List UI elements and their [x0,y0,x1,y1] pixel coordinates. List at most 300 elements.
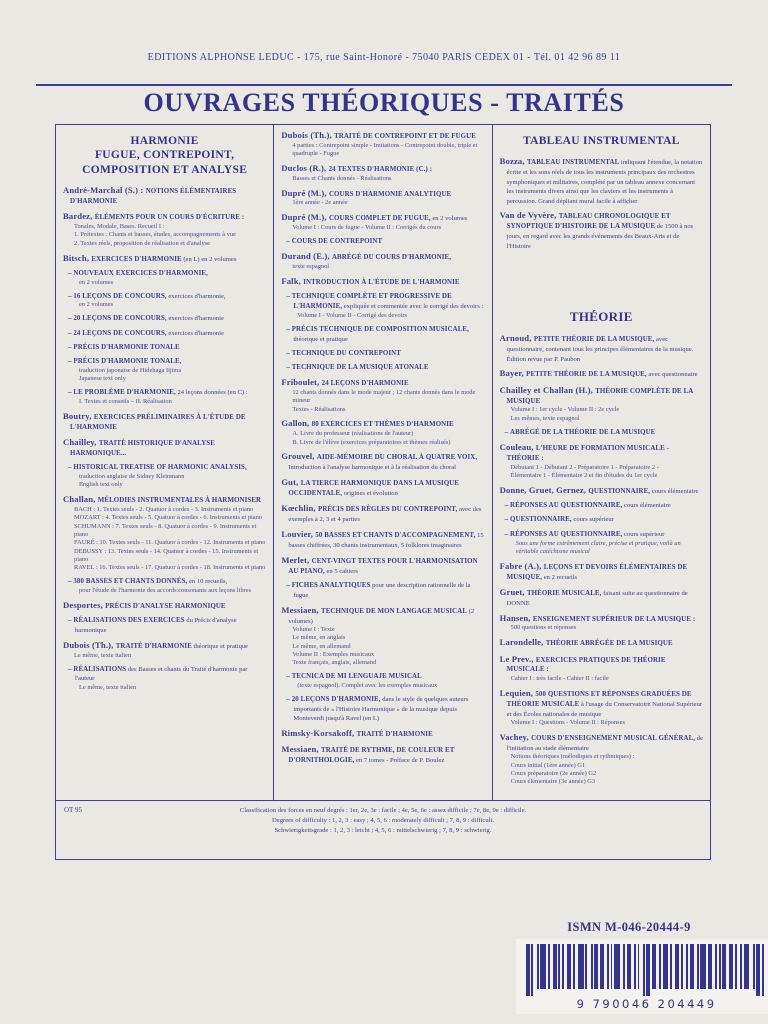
catalog-entry [500,442,703,480]
work-title: ABRÉGÉ DE LA THÉORIE DE LA MUSIQUE [510,428,656,436]
work-subtitle: 24 leçons données (en C) : [175,389,248,397]
entry-main-line [63,253,266,265]
section-header-line: COMPOSITION ET ANALYSE [82,163,248,176]
work-title: PRÉCIS TECHNIQUE DE COMPOSITION MUSICALE, [291,325,469,333]
work-title: THÉORIE ABRÉGÉE DE LA MUSIQUE [545,640,673,648]
work-title: 20 LEÇONS D'HARMONIE, [291,695,381,703]
entry-detail: traduction japonaise de Hidehaga Iijima [79,367,182,375]
catalog-entry [500,587,703,608]
entry-main-line [281,529,484,550]
catalog-entry [281,555,484,577]
dash-mark: – [504,501,511,510]
entry-main-line [286,695,484,724]
entry-main-line [281,276,484,288]
author-name: Messiaen, [281,744,322,755]
work-subtitle: théorique et pratique [191,642,249,650]
entry-detail: RAVEL : 16. Textes seuls - 17. Quatuor à cordes - 18. Instruments et piano [74,564,266,572]
work-title: TECHNIQUE DE LA MUSIQUE ATONALE [291,363,429,371]
barcode-bar [740,944,742,989]
barcode-digits: 9 790046 204449 [576,997,717,1011]
classification-line-en: Degrees of difficulty : 1, 2, 3 : easy ; 4, 5, 6 : moderately difficult ; 7, 8, 9 : difficult. [272,816,494,824]
entry-main-line [500,485,703,497]
catalog-entry [500,333,703,364]
author-name: Bozza, [499,156,527,167]
entry-detail: texte espagnol [292,263,330,271]
catalog-entry [281,695,484,724]
dash-mark: – [286,694,292,703]
entry-main-line [68,357,266,367]
entry-main-line [500,688,703,719]
entry-main-line [281,728,484,740]
work-subtitle: à l'usage du Conservatoire National Supérieur et des Écoles nationales de musique [506,700,703,718]
barcode-bar [744,944,750,989]
entry-detail: 1ère année - 2e année [292,199,348,207]
work-subtitle: du Précis d'analyse harmonique [75,617,237,634]
work-subtitle: origines et évolution [342,490,398,498]
work-title: PETITE THÉORIE DE LA MUSIQUE, [533,336,655,344]
work-subtitle: des Basses et chants du Traité d'harmonie par l'auteur [75,665,248,683]
catalog-entry [500,688,703,727]
entry-main-line [500,210,703,251]
barcode-bar [708,944,712,989]
barcode-bar [690,944,694,989]
entry-detail: en 2 volumes [79,278,114,286]
section-header [500,134,703,148]
dash-mark: – [286,581,292,590]
entry-detail: 4 parties : Contrepoint simple - Imitations - Contrepoint double, triple et quadruple - Fugue [292,141,478,158]
author-name: Boutry, [63,410,94,421]
catalog-entry [281,581,484,600]
author-name: Gruet, [499,586,527,597]
catalog-entry [500,515,703,525]
catalog-entry [63,269,266,287]
entry-main-line [500,333,703,364]
catalog-entry [281,451,484,472]
column-harmonie [56,125,273,800]
work-title: 24 LEÇONS DE CONCOURS, [73,329,167,337]
work-subtitle: (en L) en 2 volumes [181,255,237,263]
barcode-bar [652,944,656,989]
barcode-bar [729,944,733,989]
barcode-bar [567,944,571,989]
entry-main-line [63,640,266,652]
author-name: Gallon, [281,418,312,429]
author-name: Bardez, [63,211,95,222]
catalog-entry [63,665,266,693]
dash-mark: – [68,577,74,586]
work-title: PRÉCIS D'ANALYSE HARMONIQUE [105,602,226,610]
ismn-number: ISMN M-046-20444-9 [567,920,691,934]
dash-mark: – [68,314,74,323]
entry-main-line [500,654,703,676]
work-subtitle: en 7 tomes - Préface de P. Boulez [354,757,445,765]
work-title: AIDE-MÉMOIRE DU CHORAL À QUATRE VOIX, [316,454,478,462]
work-title: CENT-VINGT TEXTES POUR L'HARMONISATION AU PIANO, [288,557,478,575]
plate-code: OT 95 [64,806,82,814]
entry-main-line [63,600,266,612]
catalog-entry [281,212,484,232]
author-name: Couleau, [499,441,536,452]
catalog-entry [63,357,266,383]
entry-main-line [68,577,266,587]
entry-main-line [281,451,484,472]
barcode-bar [670,944,672,989]
entry-detail: Débutant 1 - Débutant 2 - Préparatoire 1 - Préparatoire 2 - [510,463,659,471]
catalog-entry [281,605,484,668]
entry-detail: Basses et Chants donnés - Réalisations [292,174,392,182]
barcode-bar [686,944,688,989]
dash-mark: – [68,616,74,625]
entry-main-line [505,501,703,511]
entry-detail: Texte français, anglais, allemand [292,659,377,667]
entry-main-line [68,292,266,302]
work-title: PRÉCIS D'HARMONIE TONALE [73,343,180,351]
catalog-entry [281,251,484,271]
author-name: Kœchlin, [281,503,319,514]
catalog-entry [281,728,484,740]
work-title: 80 EXERCICES ET THÈMES D'HARMONIE [311,421,454,429]
barcode-bar [722,944,726,989]
dash-mark: – [286,292,292,301]
work-title: TECHNIQUE DU CONTREPOINT [291,349,401,357]
work-title: TECHNIQUE DE MON LANGAGE MUSICAL [321,607,468,615]
barcode-bar [715,944,717,989]
work-title: ABRÉGÉ DU COURS D'HARMONIE, [331,254,452,262]
entry-detail: FAURÉ : 10. Textes seuls - 11. Quatuor à cordes - 12. Instruments et piano [74,539,266,547]
work-subtitle: indiquant l'étendue, la notation écrite et les sons réels de tous les instruments principaux des orchestres symphoniques et militaires, complété par un tableau annexe concernant les instruments divers ainsi que les claviers et les instruments à percussion. Grand dépliant mural facile à afficher [506,159,703,205]
barcode-bar [614,944,620,989]
catalog-entry [63,388,266,406]
entry-main-line [68,616,266,635]
author-name: Lequien, [499,688,536,699]
work-title: FICHES ANALYTIQUES [291,582,371,590]
entry-detail: Cours préparatoire (2e année) G2 [510,769,597,777]
entry-main-line [286,672,484,682]
dash-mark: – [68,342,74,351]
work-title: TRAITÉ D'HARMONIE [115,642,192,650]
entry-detail: A. Livre du professeur (réalisations de l'auteur) [292,430,414,438]
barcode-bar [562,944,564,989]
entry-detail: English text only [79,481,123,489]
barcode-area [516,920,742,1014]
work-title: L'HEURE DE FORMATION MUSICALE - THÉORIE : [506,444,670,462]
author-name: Chailley et Challan (H.), [499,384,596,395]
author-name: Dubois (Th.), [281,130,335,140]
entry-detail: Tonales, Modale, Bases. Recueil I : [74,223,165,231]
entry-detail: Volume II : Exemples musicaux [292,651,375,659]
work-title: RÉALISATIONS [73,665,127,673]
barcode-bar [762,944,764,996]
entry-detail: Volume I : Questions - Volume II : Réponses [510,719,625,727]
entry-note: Sous une forme extrêmement claire, précise et pratique, voilà un véritable catéchisme musical [515,539,681,555]
entry-main-line [286,292,484,312]
work-subtitle: de l'initiation au stade élémentaire [506,735,703,752]
entry-main-line [500,561,703,583]
entry-detail: Volume I : Texte [292,626,335,634]
author-name: Van de Vyvère, [499,210,559,221]
catalog-entry [500,428,703,438]
work-title: LA TIERCE HARMONIQUE DANS LA MUSIQUE OCCIDENTALE, [288,480,460,498]
catalog-entry [500,485,703,497]
barcode-bar [681,944,683,989]
entry-main-line [281,555,484,577]
catalog-entry [63,253,266,265]
entry-main-line [500,368,703,380]
work-title: TABLEAU INSTRUMENTAL [526,159,620,167]
catalog-entry [63,600,266,612]
entry-detail: SCHUMANN : 7. Textes seuls - 8. Quatuor à cordes - 9. Instruments et piano [74,522,257,538]
barcode [516,939,768,1014]
entry-main-line [68,314,266,324]
author-name: Hansen, [499,612,533,623]
entry-detail: BACH : 1. Textes seuls - 2. Quatuor à cordes - 3. Instruments et piano [74,505,254,513]
work-subtitle: expliquée et commentée avec le corrigé des devoirs : [342,303,484,311]
work-title: QUESTIONNAIRE, [588,487,651,495]
entry-detail: Japanese text only [79,375,126,383]
entry-main-line [68,463,266,473]
work-title: TECNICA DE MI LENGUAJE MUSICAL [291,673,422,681]
entry-detail: Les mêmes, texte espagnol [510,414,580,422]
work-subtitle: cours élémentaire [650,487,699,495]
barcode-bar [735,944,737,989]
work-title: 20 LEÇONS DE CONCOURS, [73,315,167,323]
work-subtitle: dans le style de quelques auteurs importants de « l'Histoire Harmonique » de la musique depuis Monteverdi jusqu'à Ravel (en L) [293,695,469,723]
entry-main-line [505,515,703,525]
work-subtitle: cours supérieur [571,516,614,524]
work-title: TECHNIQUE COMPLÈTE ET PROGRESSIVE DE L'HARMONIE, [291,293,452,311]
catalog-entry [281,276,484,288]
author-name: Merlet, [281,554,312,565]
column-middle [273,125,491,800]
catalog-entry [63,329,266,339]
work-title: COURS D'ENSEIGNEMENT MUSICAL GÉNÉRAL, [531,735,696,742]
work-title: PRÉCIS D'HARMONIE TONALE, [73,358,182,366]
work-title: ÉLÉMENTS POUR UN COURS D'ÉCRITURE : [94,214,245,222]
author-name: Bitsch, [63,252,92,263]
catalog-entry [63,577,266,595]
catalog-entry [500,561,703,583]
barcode-bar [675,944,679,989]
dash-mark: – [504,515,511,524]
entry-detail: Élémentaire 1 - Élémentaire 2 et fin d'études du 1er cycle [510,471,658,479]
work-title: TRAITÉ HISTORIQUE D'ANALYSE HARMONIQUE... [70,440,215,457]
author-name: Donne, Gruet, Gernez, [499,484,589,495]
work-title: TRAITÉ DE CONTREPOINT ET DE FUGUE [334,133,476,140]
barcode-bar [531,944,533,996]
work-title: COURS COMPLET DE FUGUE, [328,215,431,223]
entry-main-line [281,744,484,766]
catalog-entry [281,418,484,446]
entry-detail: DEBUSSY : 13. Textes seuls - 14. Quatuor à cordes - 15. Instruments et piano [74,547,259,563]
catalog-entry [63,343,266,353]
catalog-entry [63,211,266,248]
entry-detail: Cours initial (1ère année) G1 [510,761,586,769]
entry-main-line [286,363,484,373]
entry-main-line [68,269,266,279]
entry-detail: traduction anglaise de Sidney Kleinmann [79,473,185,480]
entry-main-line [281,163,484,175]
work-title: TABLEAU CHRONOLOGIQUE ET SYNOPTIQUE D'HISTOIRE DE LA MUSIQUE [506,213,671,231]
entry-detail: 12 chants donnés dans le mode majeur ; 12 chants donnés dans le mode mineur [292,389,476,405]
work-title: LEÇONS ET DEVOIRS ÉLÉMENTAIRES DE MUSIQUE, [506,563,688,581]
catalog-entry [500,654,703,684]
entry-main-line [505,530,703,540]
catalog-entry [500,156,703,206]
catalog-entry [281,237,484,247]
barcode-bar [753,944,755,989]
work-title: NOUVEAUX EXERCICES D'HARMONIE, [73,269,208,277]
entry-detail: Cahier I : très facile - Cahier II : facile [510,675,609,683]
work-title: RÉPONSES AU QUESTIONNAIRE, [510,530,623,538]
entry-main-line [500,442,703,464]
entry-main-line [281,188,484,200]
dash-mark: – [68,357,74,366]
entry-main-line [63,211,266,223]
entry-detail: Le même, texte italien [79,683,137,691]
work-title: EXERCICES D'HARMONIE [91,255,182,263]
entry-main-line [286,349,484,359]
barcode-bar [537,944,539,989]
work-title: QUESTIONNAIRE, [510,516,572,524]
barcode-bar [611,944,613,989]
author-name: Vachey, [499,732,532,742]
work-title: EXERCICES PRÉLIMINAIRES À L'ÉTUDE DE L'HARMONIE [70,413,246,431]
catalog-entry [281,672,484,690]
catalog-entry [63,314,266,324]
author-name: Challan, [63,494,98,505]
work-title: TRAITÉ DE RYTHME, DE COULEUR ET D'ORNITHOLOGIE, [288,747,455,765]
dash-mark: – [286,236,292,245]
work-title: 50 BASSES ET CHANTS D'ACCOMPAGNEMENT, [315,532,476,540]
work-subtitle: théorique et pratique [293,335,348,343]
section-header-line: HARMONIE [130,135,199,147]
entry-detail: Cours élémentaire (3e année) G3 [510,778,596,786]
author-name: Falk, [281,275,304,286]
dash-mark: – [286,324,292,333]
work-subtitle: pour une description rationnelle de la fugue [293,582,471,599]
catalog-entry [281,349,484,359]
barcode-bar [585,944,587,989]
catalog-entry [63,640,266,660]
work-subtitle: cours supérieur [622,530,665,538]
catalog-entry [281,529,484,550]
barcode-bar [573,944,575,989]
entry-main-line [500,732,703,753]
barcode-bar [591,944,593,989]
entry-main-line [286,325,484,344]
author-name: Duclos (R.), [281,162,329,173]
work-subtitle: faisant suite au questionnaire de DONNE [506,589,688,607]
dash-mark: – [286,362,292,371]
entry-detail: pour l'étude de l'harmonie des accords consonants aux leçons libres [79,586,252,594]
catalog-entry [281,188,484,208]
entry-main-line [500,156,703,206]
header-rule [36,84,732,86]
catalog-entry [281,377,484,414]
work-title: PRÉCIS DES RÈGLES DU CONTREPOINT, [318,506,458,514]
work-subtitle: de 1500 à nos jours, en regard avec les grands événements des Beaux-Arts et de l'Histoire [506,223,694,250]
classification-text [56,801,710,836]
work-subtitle: en 10 recueils, [187,578,228,586]
catalog-entry [63,185,266,207]
entry-main-line [281,418,484,430]
author-name: Fabre (A.), [499,560,544,571]
barcode-bar [663,944,669,989]
entry-detail: 2. Textes réels, proposition de réalisation et d'analyse [74,239,210,247]
author-name: Le Prev., [499,653,536,664]
entry-detail: 500 questions et réponses [510,624,577,632]
catalog-entry [63,616,266,635]
entry-main-line [286,237,484,247]
work-title: THÉORIE COMPLÈTE DE LA MUSIQUE [506,387,693,405]
barcode-bar [578,944,584,989]
work-title: 24 TEXTES D'HARMONIE (C.) : [328,165,433,173]
catalog-entry [281,325,484,344]
author-name: Chailley, [63,437,99,448]
dash-mark: – [68,291,74,300]
barcode-bar [548,944,550,989]
work-subtitle: 15 basses chiffrées, 30 chants instrumentaux, 5 folklores imaginaires [288,532,484,549]
barcode-bar [756,944,760,996]
catalog-entry [500,210,703,251]
catalog-entry [500,613,703,633]
catalog-entry [63,411,266,433]
barcode-bar [659,944,661,989]
entry-detail: Volume I : Cours de fugue - Volume II : Corrigés du cours [292,224,442,232]
entry-detail: en 2 volumes [79,301,114,309]
author-name: Louvier, [281,529,316,540]
entry-detail: Le même, en allemand [292,642,351,650]
page-title: OUVRAGES THÉORIQUES - TRAITÉS [143,88,625,117]
work-title: HISTORICAL TREATISE OF HARMONIC ANALYSIS, [73,464,247,472]
entry-detail: Le même, texte italien [74,651,132,659]
entry-main-line [500,385,703,407]
dash-mark: – [68,328,74,337]
catalog-entry [63,463,266,489]
catalog-entry [281,477,484,499]
catalog-entry [281,163,484,183]
entry-detail: (texte espagnol). Complet avec les exemples musicaux [297,682,438,690]
catalog-entry [281,744,484,766]
section-header-line: THÉORIE [569,308,633,324]
barcode-bar [623,944,625,989]
catalog-entry [63,292,266,310]
entry-main-line [68,388,266,398]
barcode-bar [627,944,631,989]
entry-main-line [63,185,266,207]
barcode-bar [697,944,699,989]
dash-mark: – [504,427,511,436]
barcode-bar [526,944,530,996]
author-name: Rimsky-Korsakoff, [281,728,357,739]
entry-main-line [281,503,484,524]
dash-mark: – [68,463,74,472]
barcode-bar [594,944,598,989]
dash-mark: – [68,664,74,673]
entry-main-line [281,130,484,142]
catalog-entry [281,503,484,524]
work-subtitle: en 5 cahiers [324,567,358,575]
author-name: Messiaen, [281,604,322,615]
work-title: MÉLODIES INSTRUMENTALES À HARMONISER [97,497,262,505]
catalog-entry [500,732,703,787]
work-title: LE PROBLÈME D'HARMONIE, [73,389,176,397]
classification-line-de: Schwierigkeitsgrade : 1, 2, 3 : leicht ; 4, 5, 6 : mittelschwierig ; 7, 8, 9 : schwierig. [274,826,492,834]
work-title: 24 LEÇONS D'HARMONIE [321,380,409,388]
entry-detail: Le même, en anglais [292,634,346,642]
dash-mark: – [68,388,74,397]
work-title: PETITE THÉORIE DE LA MUSIQUE, [526,371,647,379]
